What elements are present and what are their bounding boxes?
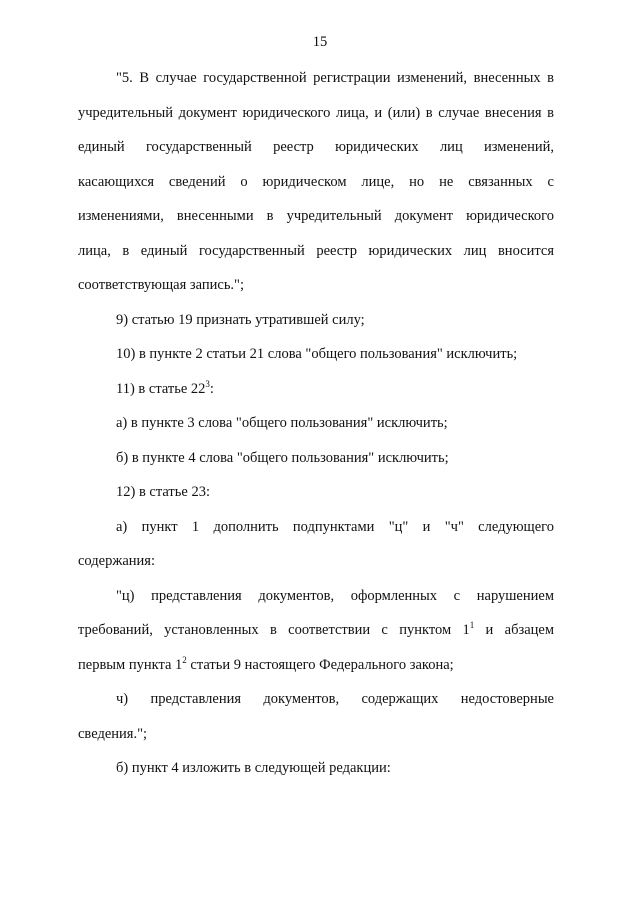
paragraph-subitem-b: б) в пункте 4 слова "общего пользования" исключить; [116,449,449,466]
paragraph-subpoint-ts [78,579,554,683]
item-11-tail: : [209,380,214,397]
text-fragment: первым пункта 1 [78,656,183,673]
text-line: лица, в единый государственный реестр юридических лиц вносится [78,242,554,259]
text-line: изменениями, внесенными в учредительный документ юридического [78,208,554,224]
superscript: 1 [469,620,475,630]
text-line: "ц) представления документов, оформленных с нарушением [116,587,554,604]
text-line: единый государственный реестр юридических лиц изменений, [78,139,554,155]
item-11-text: 11) в статье 22 [116,380,206,397]
text-line: содержания: [78,553,156,569]
paragraph-item-12: 12) в статье 23: [116,484,210,500]
text-line: учредительный документ юридического лица, и (или) в случае внесения в [78,104,554,121]
page-number: 15 [312,34,328,50]
document-body [78,61,554,786]
superscript: 3 [205,378,210,389]
text-line: а) пункт 1 дополнить подпунктами "ц" и "ч" следующего [116,518,554,535]
paragraph-subitem-b-point-4: б) пункт 4 изложить в следующей редакции: [116,760,391,776]
paragraph-subitem-a: а) в пункте 3 слова "общего пользования" исключить; [116,415,448,431]
superscript: 2 [182,654,187,665]
paragraph-item-9: 9) статью 19 признать утратившей силу; [116,311,365,328]
paragraph-item-10: 10) в пункте 2 статьи 21 слова "общего пользования" исключить; [116,346,518,362]
text-line [78,648,554,683]
paragraph-subpoint-ch [78,682,554,751]
text-line [78,613,554,648]
text-line: ч) представления документов, содержащих недостоверные [116,691,554,707]
paragraph-item-12-a [78,510,554,579]
text-line: соответствующая запись."; [78,277,245,293]
text-fragment: статьи 9 настоящего Федерального закона; [186,656,454,673]
paragraph-item-11 [78,372,554,407]
text-line: "5. В случае государственной регистрации изменений, внесенных в [116,70,554,86]
text-line: сведения."; [78,725,148,742]
paragraph-quoted-point-5 [78,61,554,303]
text-line: касающихся сведений о юридическом лице, но не связанных с [78,173,554,190]
text-fragment: требований, установленных в соответствии с пунктом 1 [78,622,470,638]
text-fragment: и абзацем [474,622,555,638]
